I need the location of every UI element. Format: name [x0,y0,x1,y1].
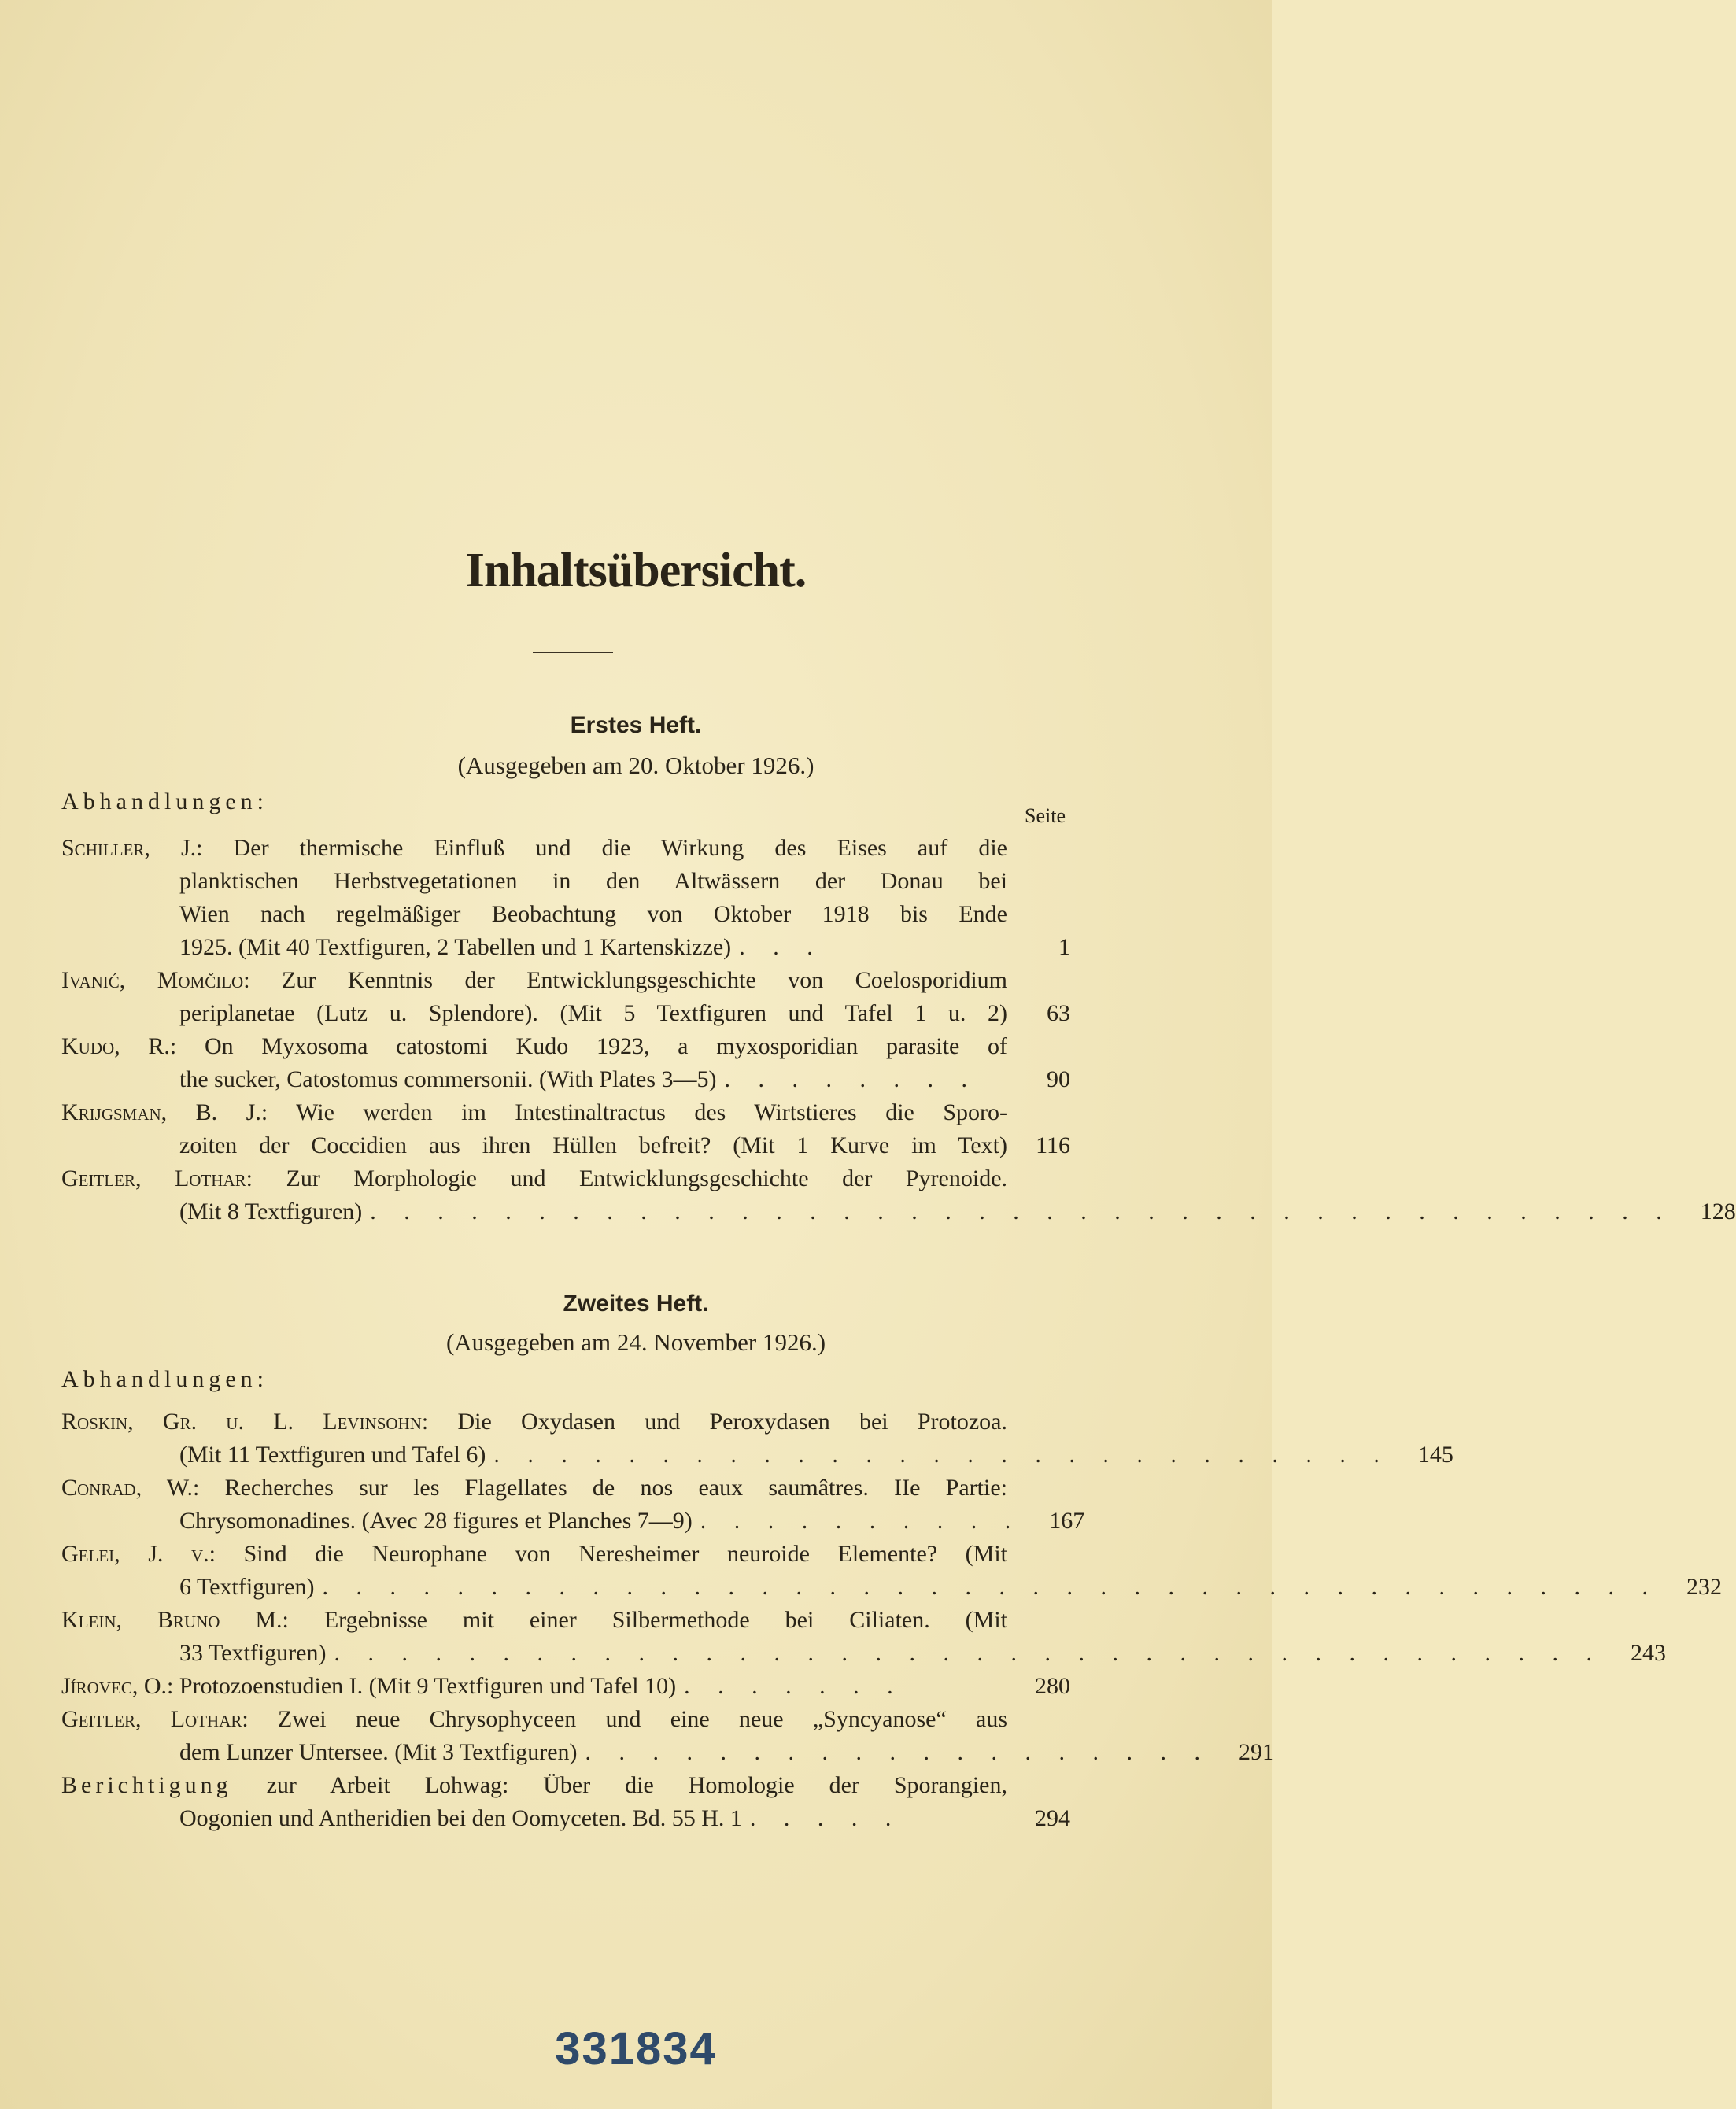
entry-page: 280 [1035,1673,1070,1699]
toc-entry: Gelei, J. v.: Sind die Neurophane von Nereshеimer neuroide Elemente? (Mit 6 Textfiguren) . . . . . . . . . . . . . . . . . . . . . . . . . . . . . . . . . . . . . . . . 232 [61,1538,1070,1604]
entry-line: Recherches sur les Flagellates de nos eaux saumâtres. IIe Partie: [224,1475,1007,1501]
entry-page: 90 [1047,1066,1070,1092]
entry-line: Zur Morphologie und Entwicklungsgeschichte der Pyrenoide. [286,1165,1008,1191]
entry-page: 232 [1686,1574,1722,1600]
toc-entry: Schiller, J.: Der thermische Einfluß und die Wirkung des Eises auf die planktischen Herbstvegetationen in den Altwässern der Donau bei Wien nach regelmäßiger Beobachtung von Oktober 1918 bis Ende 1925. (Mit 40 Textfiguren, 2 Tabellen und 1 Kartenskizze) . . . 1 [61,832,1070,964]
heft1-section-label: Abhandlungen: [61,789,268,814]
entry-author: Krijgsman, B. J.: [61,1099,268,1125]
entry-author: Kudo, R.: [61,1033,177,1059]
entry-author: Berichtigung [61,1772,232,1798]
entry-line: Ergebnisse mit einer Silbermethode bei Ciliaten. (Mit [323,1607,1008,1633]
entry-line: Wie werden im Intestinaltractus des Wirtstieres die Sporo- [296,1099,1007,1125]
entry-author: Geitler, Lothar: [61,1706,249,1732]
entry-page: 63 [1047,1000,1070,1026]
heft2-section-label: Abhandlungen: [61,1366,268,1392]
title-rule [533,652,613,653]
heft1-date: (Ausgegeben am 20. Oktober 1926.) [457,752,814,779]
entry-line: periplanetae (Lutz u. Splendore). (Mit 5 Textfiguren und Tafel 1 u. 2) [179,1000,1007,1026]
entry-line: Zur Kenntnis der Entwicklungsgeschichte von Coelosporidium [282,967,1008,993]
entry-author: Roskin, Gr. u. L. Levinsohn: [61,1409,429,1435]
toc-entry: Jírovec, O.: Protozoenstudien I. (Mit 9 Textfiguren und Tafel 10) . . . . . . . 280 [61,1670,1070,1703]
entry-page: 128 [1700,1199,1736,1224]
toc-entry: Berichtigung zur Arbeit Lohwag: Über die Homologie der Sporangien, Oogonien und Antheridien bei den Oomyceten. Bd. 55 H. 1 . . . . . 294 [61,1769,1070,1835]
entry-line: 33 Textfiguren) [179,1640,327,1666]
toc-entry: Geitler, Lothar: Zur Morphologie und Entwicklungsgeschichte der Pyrenoide. (Mit 8 Textfiguren) . . . . . . . . . . . . . . . . . . . . . . . . . . . . . . . . . . . . . . . 128 [61,1162,1070,1228]
heft1-heading: Erstes Heft. [570,712,702,738]
entry-line: Chrysomonadines. (Avec 28 figures et Planches 7—9) [179,1508,693,1534]
toc-entry: Klein, Bruno M.: Ergebnisse mit einer Silbermethode bei Ciliaten. (Mit 33 Textfiguren) . . . . . . . . . . . . . . . . . . . . . . . . . . . . . . . . . . . . . . 243 [61,1604,1070,1670]
entry-author: Klein, Bruno M.: [61,1607,289,1633]
entry-line: (Mit 8 Textfiguren) [179,1199,363,1224]
entry-line: Die Oxydasen und Peroxydasen bei Protozoa. [457,1409,1007,1435]
seite-label: Seite [1025,804,1066,827]
entry-page: 243 [1630,1640,1666,1666]
toc-entry: Conrad, W.: Recherches sur les Flagellates de nos eaux saumâtres. IIe Partie: Chrysomonadines. (Avec 28 figures et Planches 7—9) . . . . . . . . . . 167 [61,1472,1070,1538]
entry-line: Zwei neue Chrysophyceen und eine neue „Syncyanose“ aus [277,1706,1007,1732]
toc-entry [61,1096,1070,1162]
entry-author: Geitler, Lothar: [61,1165,253,1191]
page-title: Inhaltsübersicht. [465,544,807,597]
toc-entry [61,964,1070,1030]
toc-entry: Roskin, Gr. u. L. Levinsohn: Die Oxydasen und Peroxydasen bei Protozoa. (Mit 11 Textfiguren und Tafel 6) . . . . . . . . . . . . . . . . . . . . . . . . . . . 145 [61,1405,1070,1472]
entry-line: (Mit 11 Textfiguren und Tafel 6) [179,1442,486,1468]
heft2-heading: Zweites Heft. [563,1291,709,1317]
entry-line: Sind die Neurophane von Nereshеimer neuroide Elemente? (Mit [243,1541,1008,1567]
entry-author: Schiller, J.: [61,835,203,861]
entry-author: Ivanić, Momčilo: [61,967,250,993]
entry-author: Gelei, J. v.: [61,1541,216,1567]
entry-line: 1925. (Mit 40 Textfiguren, 2 Tabellen und 1 Kartenskizze) [179,934,732,960]
entry-line: Protozoenstudien I. (Mit 9 Textfiguren und Tafel 10) [179,1673,677,1699]
toc-entry: Kudo, R.: On Myxosoma catostomi Kudo 1923, a myxosporidian parasite of the sucker, Catostomus commersonii. (With Plates 3—5) . . . . . . . . 90 [61,1030,1070,1096]
entry-line: zur Arbeit Lohwag: Über die Homologie der Sporangien, [266,1772,1007,1798]
entry-line: On Myxosoma catostomi Kudo 1923, a myxosporidian parasite of [205,1033,1007,1059]
entry-line: zoiten der Coccidien aus ihren Hüllen befreit? (Mit 1 Kurve im Text) [179,1132,1007,1158]
entry-author: Conrad, W.: [61,1475,200,1501]
entry-page: 116 [1036,1132,1070,1158]
entry-line: dem Lunzer Untersee. (Mit 3 Textfiguren) [179,1739,578,1765]
library-stamp-number: 331834 [555,2023,717,2074]
entry-line: Wien nach regelmäßiger Beobachtung von Oktober 1918 bis Ende [179,901,1007,927]
entry-page: 291 [1239,1739,1275,1765]
entry-page: 294 [1035,1805,1070,1831]
entry-line: 6 Textfiguren) [179,1574,315,1600]
entry-page: 1 [1058,934,1070,960]
entry-line: Oogonien und Antheridien bei den Oomyceten. Bd. 55 H. 1 [179,1805,742,1831]
entry-page: 167 [1049,1508,1085,1534]
entry-line: Der thermische Einfluß und die Wirkung des Eises auf die [233,835,1007,861]
toc-entry: Geitler, Lothar: Zwei neue Chrysophyceen und eine neue „Syncyanose“ aus dem Lunzer Untersee. (Mit 3 Textfiguren) . . . . . . . . . . . . . . . . . . . 291 [61,1703,1070,1769]
entry-author: Jírovec, O.: [61,1673,174,1699]
entry-page: 145 [1417,1442,1453,1468]
entry-line: the sucker, Catostomus commersonii. (With Plates 3—5) [179,1066,717,1092]
entry-line: planktischen Herbstvegetationen in den Altwässern der Donau bei [179,868,1007,894]
heft2-date: (Ausgegeben am 24. November 1926.) [445,1328,826,1356]
